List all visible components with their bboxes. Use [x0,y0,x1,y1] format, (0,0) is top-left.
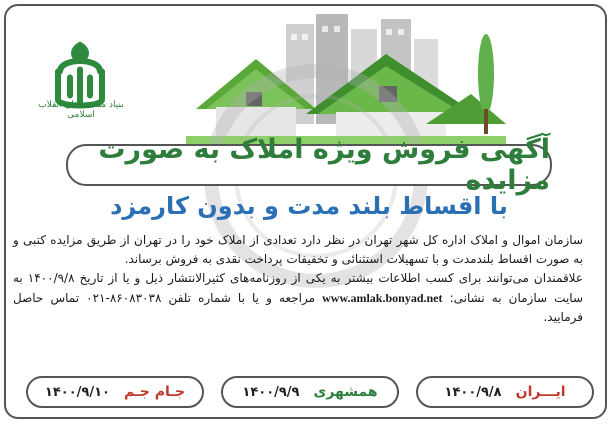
newspaper-list [26,376,594,410]
newspaper-date: ۱۴۰۰/۹/۹ [242,384,300,400]
newspaper-item [221,376,399,408]
ad-body [13,231,583,327]
newspaper-item [26,376,204,408]
ad-subtitle: با اقساط بلند مدت و بدون کارمزد [110,192,508,220]
body-paragraph-1: سازمان اموال و املاک اداره کل شهر تهران در نظر دارد تعدادی از املاک خود را در تهران از طریق مزایده کتبی و به صورت اقساط بلندمدت و با تسهیلات استثنائی و تخفیفات پرداخت نقدی به فروش برساند. [13,233,583,267]
ad-frame [4,4,607,419]
ad-title: آگهی فروش ویژه املاک به صورت مزایده [98,134,550,196]
newspaper-item [416,376,594,408]
ad-title-box [66,134,552,196]
newspaper-date: ۱۴۰۰/۹/۸ [444,384,502,400]
buildings-houses-illustration [186,14,506,149]
body-paragraph-2-part-2: مراجعه و یا با شماره تلفن ۸۶۰۸۳۰۳۸-۰۲۱ تماس حاصل فرمایید. [13,290,583,324]
newspaper-name: جـام جـم [123,384,186,400]
body-paragraph-2-part-1: علاقمندان می‌توانند برای کسب اطلاعات بیشتر به یکی از روزنامه‌های کثیرالانتشار ذیل و یا از تاریخ ۱۴۰۰/۹/۸ به سایت سازمان به نشانی: [13,271,583,305]
logo-caption: بنیاد مستضعفان انقلاب اسلامی [38,100,124,120]
newspaper-name: همشهری [313,384,378,400]
newspaper-date: ۱۴۰۰/۹/۱۰ [44,384,110,400]
body-paragraph-2 [13,269,583,327]
newspaper-name: ایـــران [515,384,566,400]
website-link[interactable]: www.amlak.bonyad.net [322,290,443,305]
